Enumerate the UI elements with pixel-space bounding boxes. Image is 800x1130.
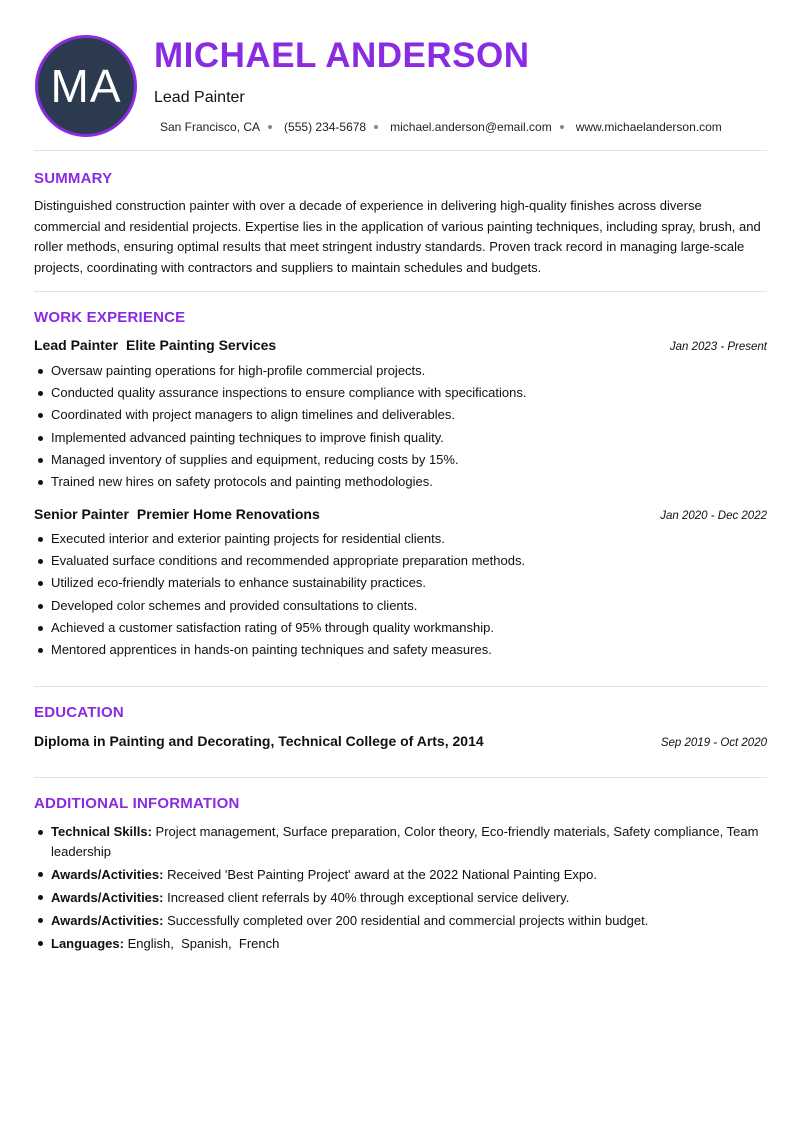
job-position: Senior Painter xyxy=(34,506,129,522)
summary-heading: SUMMARY xyxy=(34,170,113,187)
experience-heading: WORK EXPERIENCE xyxy=(34,309,186,326)
list-item: Oversaw painting operations for high-profile commercial projects. xyxy=(34,360,767,382)
job-company: Premier Home Renovations xyxy=(136,506,320,522)
education-entry xyxy=(34,733,767,749)
list-item xyxy=(34,934,767,954)
education-degree: Diploma in Painting and Decorating, Technical College of Arts, 2014 xyxy=(34,733,484,749)
contact-bar xyxy=(160,120,722,134)
divider xyxy=(34,150,767,151)
avatar-initials: MA xyxy=(50,60,122,112)
job-role: Lead Painter xyxy=(154,89,245,106)
divider xyxy=(34,291,767,292)
education-heading: EDUCATION xyxy=(34,704,124,721)
list-item: Mentored apprentices in hands-on painting techniques and safety measures. xyxy=(34,639,767,661)
list-item: Managed inventory of supplies and equipment, reducing costs by 15%. xyxy=(34,449,767,471)
item-label: Awards/Activities: xyxy=(51,912,164,928)
contact-website[interactable]: www.michaelanderson.com xyxy=(575,120,722,134)
separator-dot xyxy=(560,125,564,129)
list-item xyxy=(34,865,767,885)
item-text: Successfully completed over 200 residential and commercial projects within budget. xyxy=(167,912,649,928)
item-text: English, Spanish, French xyxy=(127,935,280,951)
list-item: Developed color schemes and provided consultations to clients. xyxy=(34,595,767,617)
list-item: Trained new hires on safety protocols and painting methodologies. xyxy=(34,471,767,493)
job-dates: Jan 2023 - Present xyxy=(669,341,767,353)
list-item xyxy=(34,822,767,861)
separator-dot xyxy=(268,125,272,129)
job-title xyxy=(34,337,276,353)
contact-email[interactable]: michael.anderson@email.com xyxy=(390,120,552,134)
job-bullets xyxy=(34,360,767,493)
item-text: Increased client referrals by 40% through exceptional service delivery. xyxy=(167,889,570,905)
list-item: Coordinated with project managers to align timelines and deliverables. xyxy=(34,404,767,426)
job-dates: Jan 2020 - Dec 2022 xyxy=(660,510,767,522)
item-label: Technical Skills: xyxy=(51,824,152,839)
job-position: Lead Painter xyxy=(34,337,119,353)
item-label: Awards/Activities: xyxy=(51,889,164,905)
job-bullets xyxy=(34,528,767,661)
separator-dot xyxy=(374,125,378,129)
additional-list xyxy=(34,822,767,957)
list-item: Evaluated surface conditions and recommended appropriate preparation methods. xyxy=(34,550,767,572)
job-header xyxy=(34,506,767,522)
contact-phone: (555) 234-5678 xyxy=(284,120,367,134)
job-company: Elite Painting Services xyxy=(126,337,277,353)
job-header xyxy=(34,337,767,353)
job-title xyxy=(34,506,320,522)
education-dates: Sep 2019 - Oct 2020 xyxy=(660,737,767,749)
additional-heading: ADDITIONAL INFORMATION xyxy=(34,795,240,812)
candidate-name: MICHAEL ANDERSON xyxy=(154,36,530,75)
list-item: Implemented advanced painting techniques to improve finish quality. xyxy=(34,427,767,449)
divider xyxy=(34,777,767,778)
item-text: Received 'Best Painting Project' award at the 2022 National Painting Expo. xyxy=(167,866,597,882)
summary-text: Distinguished construction painter with over a decade of experience in delivering high-quality finishes across diverse commercial and residential projects. Expertise lies in the application of various painting techniques, including spray, brush, and roller methods, ensuring optimal results that meet stringent industry standards. Proven track record in managing large-scale projects, coordinating with contractors and suppliers to maintain schedules and budgets. xyxy=(34,198,761,275)
divider xyxy=(34,686,767,687)
item-text: Project management, Surface preparation, Color theory, Eco-friendly materials, Safety compliance, Team leadership xyxy=(51,824,759,859)
item-label: Awards/Activities: xyxy=(51,866,164,882)
list-item: Utilized eco-friendly materials to enhance sustainability practices. xyxy=(34,572,767,594)
list-item: Achieved a customer satisfaction rating of 95% through quality workmanship. xyxy=(34,617,767,639)
item-label: Languages: xyxy=(51,935,124,951)
avatar xyxy=(35,35,137,137)
list-item: Executed interior and exterior painting projects for residential clients. xyxy=(34,528,767,550)
list-item: Conducted quality assurance inspections to ensure compliance with specifications. xyxy=(34,382,767,404)
list-item xyxy=(34,911,767,931)
contact-location: San Francisco, CA xyxy=(160,120,261,134)
list-item xyxy=(34,888,767,908)
